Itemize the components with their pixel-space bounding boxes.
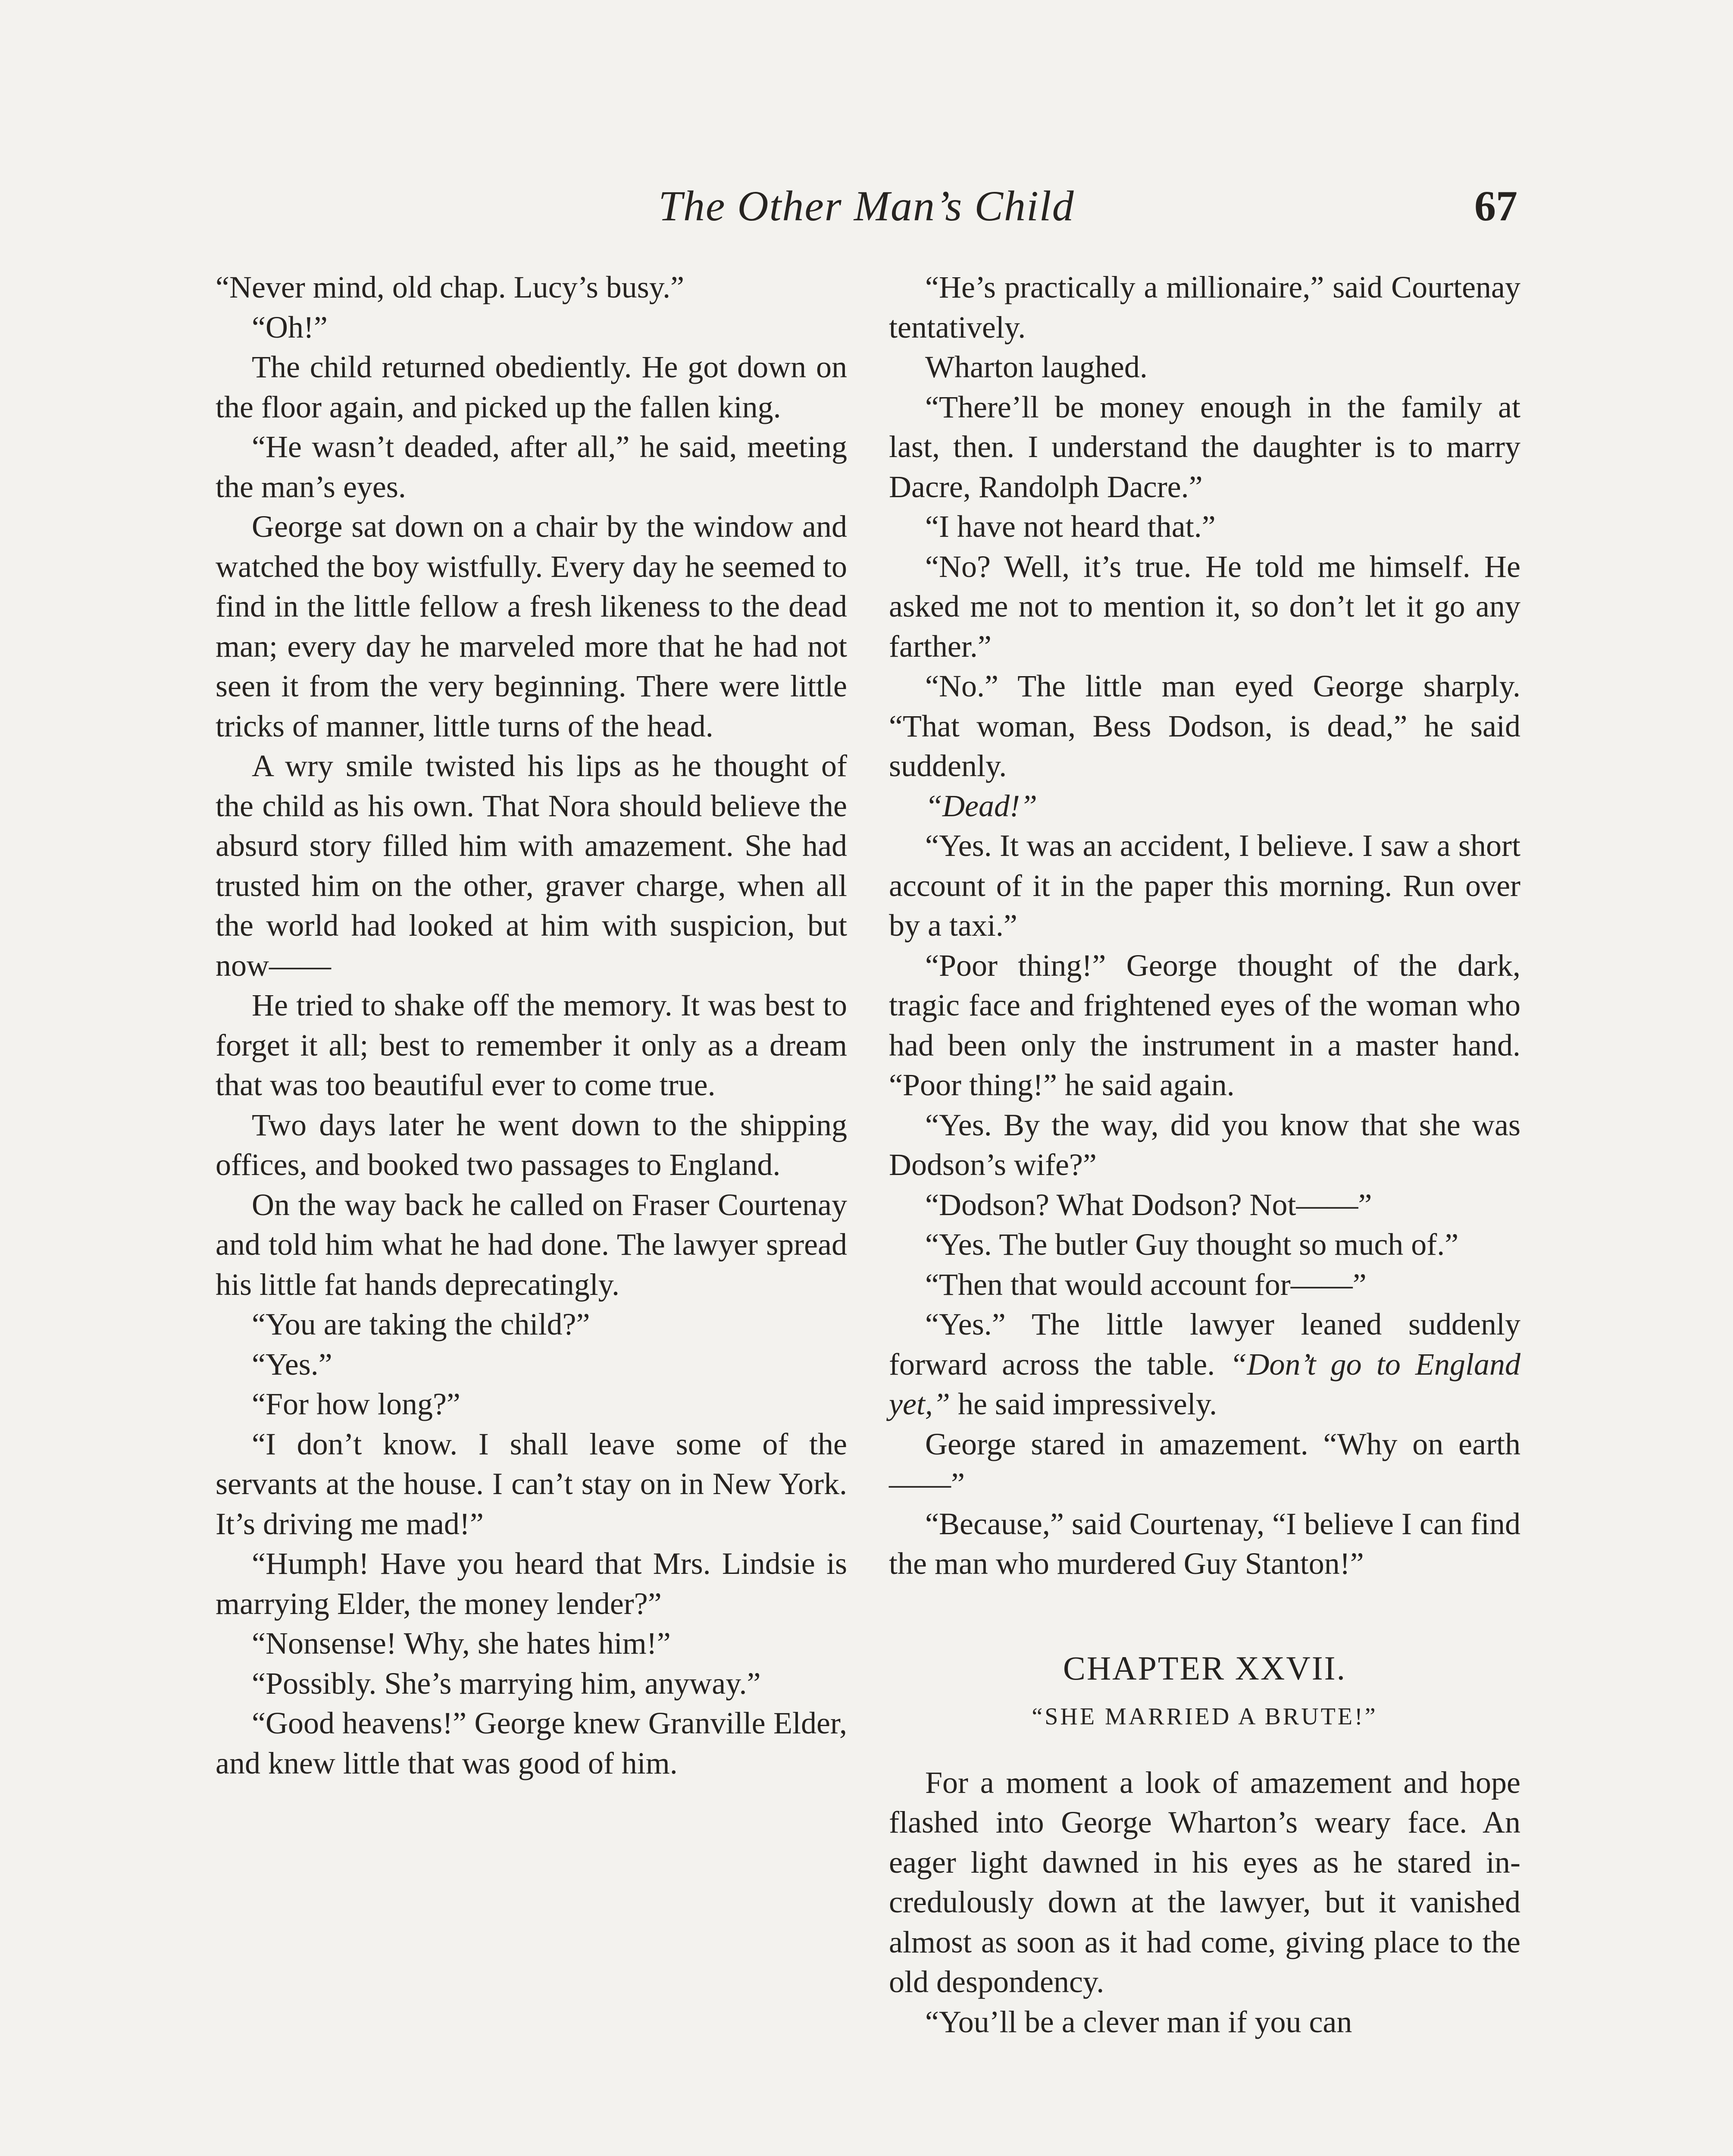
paragraph: “He wasn’t deaded, after all,” he said, meeting the man’s eyes. (216, 429, 847, 504)
paragraph: “Because,” said Courtenay, “I believe I can find the man who murdered Guy Stanton!” (889, 1506, 1520, 1581)
paragraph: A wry smile twisted his lips as he thought of the child as his own. That Nora should believe the absurd story filled him with amazement. She had trusted him on the other, graver charge, when all the world had looked at him with suspicion, but now—— (216, 749, 847, 983)
paragraph: “Poor thing!” George thought of the dark, tragic face and frightened eyes of the woman who had been only the instrument in a master hand. “Poor thing!” he said again. (889, 948, 1520, 1102)
paragraph: “Oh!” (252, 310, 328, 345)
chapter-subtitle: “SHE MARRIED A BRUTE!” (1032, 1703, 1378, 1730)
paragraph: “Humph! Have you heard that Mrs. Lindsie is marrying Elder, the money lender?” (216, 1546, 847, 1621)
paragraph: “Nonsense! Why, she hates him!” (252, 1626, 671, 1661)
paragraph: Two days later he went down to the shipping offices, and booked two passages to England. (216, 1107, 847, 1182)
paragraph: George sat down on a chair by the window and watched the boy wistfully. Every day he seemed to find in the little fellow a fresh likeness to the dead man; every day he marveled more that he had not seen it from the very beginning. There were little tricks of manner, little turns of the head. (216, 509, 847, 743)
paragraph: “Yes. By the way, did you know that she was Dodson’s wife?” (889, 1107, 1520, 1182)
chapter-heading: CHAPTER XXVII. (1063, 1649, 1347, 1687)
page-header (216, 181, 1517, 241)
paragraph: “Yes. It was an accident, I believe. I saw a short account of it in the paper this morning. Run over by a taxi.” (889, 828, 1520, 943)
paragraph: “No? Well, it’s true. He told me himself. He asked me not to mention it, so don’t let it go any farther.” (889, 549, 1520, 664)
paragraph: George stared in amazement. “Why on earth——” (889, 1426, 1520, 1501)
paragraph: “He’s practically a millionaire,” said Courtenay tentatively. (889, 270, 1520, 345)
paragraph: “Yes. The butler Guy thought so much of.” (925, 1227, 1459, 1262)
paragraph: “Dead!” (925, 788, 1038, 823)
italic-quote: “Don’t go to England yet,” (889, 1347, 1521, 1421)
paragraph: For a moment a look of amazement and hope flashed into George Wharton’s weary face. An eager light dawned in his eyes as he stared incredulously down at the lawyer, but it vanished almost as soon as it had come, giving place to the old despondency. (889, 1765, 1520, 1999)
paragraph: “Good heavens!” George knew Granville Elder, and knew little that was good of him. (216, 1706, 847, 1780)
paragraph: He tried to shake off the memory. It was best to forget it all; best to remember it only as a dream that was too beautiful ever to come true. (216, 988, 847, 1102)
right-column (889, 267, 1520, 2042)
paragraph: “Possibly. She’s marrying him, anyway.” (252, 1666, 761, 1701)
left-column (216, 267, 847, 1783)
paragraph: On the way back he called on Fraser Courtenay and told him what he had done. The lawyer spread his little fat hands deprecatingly. (216, 1187, 847, 1302)
paragraph: Wharton laughed. (925, 350, 1148, 384)
paragraph: “Then that would account for——” (925, 1267, 1367, 1302)
paragraph: “For how long?” (252, 1387, 460, 1421)
paragraph: “No.” The little man eyed George sharply. “That woman, Bess Dodson, is dead,” he said suddenly. (889, 669, 1520, 783)
paragraph: “Never mind, old chap. Lucy’s busy.” (216, 270, 685, 304)
paragraph: “You’ll be a clever man if you can (925, 2004, 1352, 2039)
paragraph: “I don’t know. I shall leave some of the servants at the house. I can’t stay on in New York. It’s driving me mad!” (216, 1426, 847, 1541)
paragraph: “There’ll be money enough in the family at last, then. I understand the daughter is to marry Dacre, Randolph Dacre.” (889, 389, 1520, 504)
paragraph: The child returned obediently. He got down on the floor again, and picked up the fallen king. (216, 350, 847, 424)
paragraph (889, 1304, 1520, 1424)
paragraph: “You are taking the child?” (252, 1307, 590, 1341)
paragraph-text: he said impressively. (957, 1387, 1217, 1421)
paragraph: “Dodson? What Dodson? Not——” (925, 1187, 1372, 1222)
running-title: The Other Man’s Child (658, 182, 1075, 230)
paragraph-text: “Yes.” The little lawyer leaned suddenly forward across the table. (889, 1307, 1520, 1382)
paragraph: “Yes.” (252, 1347, 332, 1382)
paragraph: “I have not heard that.” (925, 509, 1216, 544)
page-number: 67 (1474, 182, 1517, 230)
